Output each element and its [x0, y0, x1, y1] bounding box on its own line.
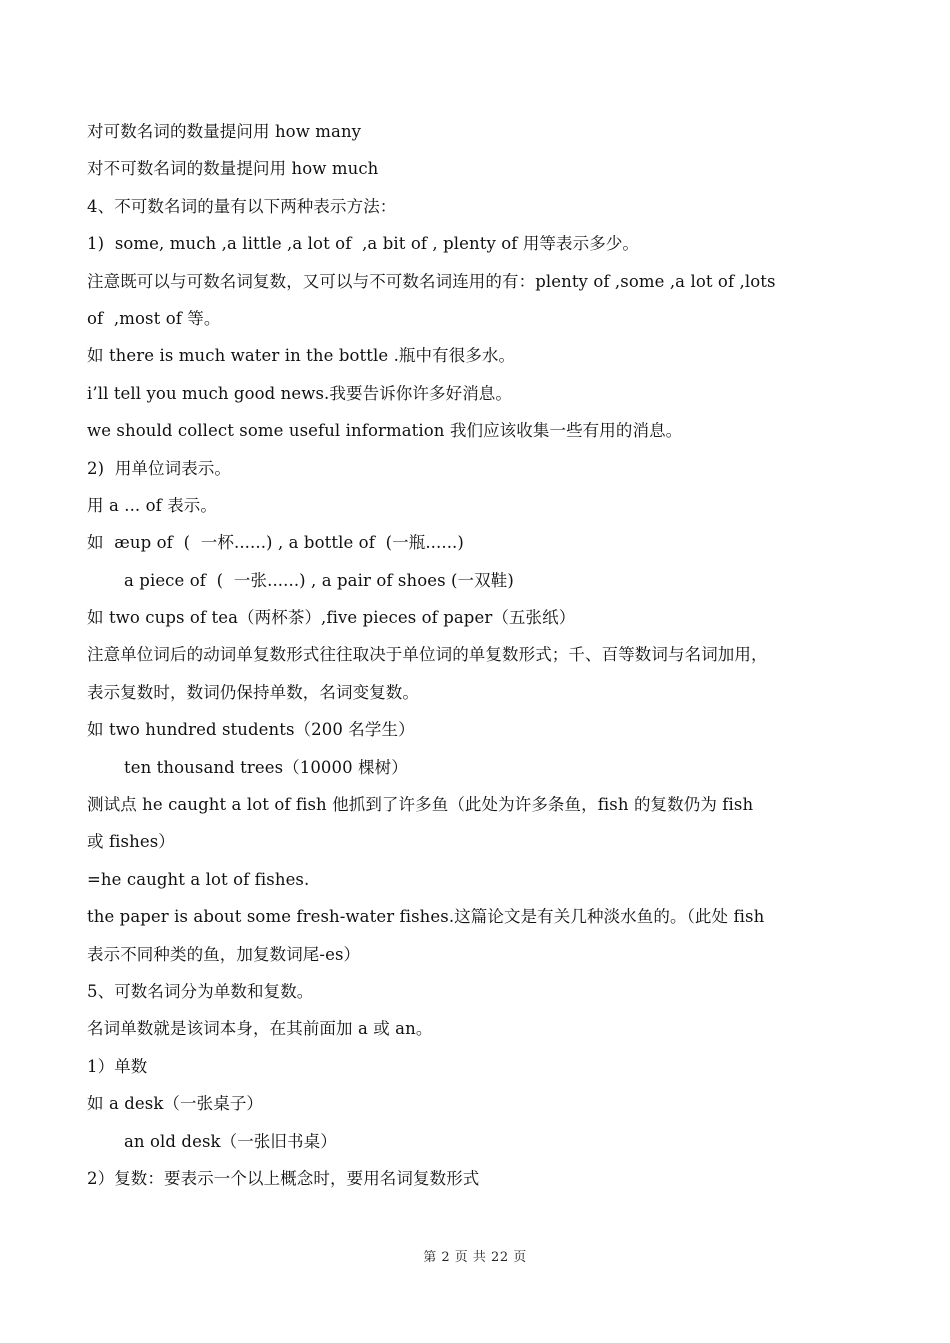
text-line: 对不可数名词的数量提问用 how much — [87, 159, 379, 179]
text-line: 或 fishes） — [87, 832, 175, 852]
example-line: 如 æup of ( 一杯......) , a bottle of (一瓶......) — [87, 533, 464, 553]
section-heading: 4、不可数名词的量有以下两种表示方法： — [87, 196, 397, 216]
text-line: 1）单数 — [87, 1056, 148, 1076]
text-line: 表示复数时，数词仍保持单数，名词变复数。 — [87, 682, 419, 702]
example-line: the paper is about some fresh-water fishes.这篇论文是有关几种淡水鱼的。（此处 fish — [87, 907, 765, 927]
example-line: 如 two hundred students（200 名学生） — [87, 720, 415, 740]
document-body — [87, 113, 877, 1197]
text-line: 名词单数就是该词本身，在其前面加 a 或 an。 — [87, 1019, 433, 1039]
text-line: of ,most of 等。 — [87, 308, 221, 328]
example-line: we should collect some useful information 我们应该收集一些有用的消息。 — [87, 421, 683, 441]
text-line: 注意既可以与可数名词复数，又可以与不可数名词连用的有：plenty of ,some ,a lot of ,lots — [87, 271, 776, 291]
example-line: 如 a desk（一张桌子） — [87, 1094, 264, 1114]
example-line-indented: an old desk（一张旧书桌） — [124, 1131, 337, 1151]
example-line-indented: ten thousand trees（10000 棵树） — [124, 757, 408, 777]
example-line: =he caught a lot of fishes. — [87, 869, 310, 889]
text-line: 2）复数：要表示一个以上概念时，要用名词复数形式 — [87, 1168, 480, 1188]
section-heading: 5、可数名词分为单数和复数。 — [87, 981, 314, 1001]
example-line-indented: a piece of ( 一张......) , a pair of shoes (一双鞋) — [124, 570, 514, 590]
text-line: 测试点 he caught a lot of fish 他抓到了许多鱼（此处为许多条鱼，fish 的复数仍为 fish — [87, 795, 754, 815]
text-line: 用 a ... of 表示。 — [87, 495, 217, 515]
example-line: i’ll tell you much good news.我要告诉你许多好消息。 — [87, 383, 512, 403]
page-number-footer: 第 2 页 共 22 页 — [423, 1250, 527, 1265]
text-line: 2) 用单位词表示。 — [87, 458, 232, 478]
text-line: 1) some, much ,a little ,a lot of ,a bit of , plenty of 用等表示多少。 — [87, 234, 640, 254]
text-line: 表示不同种类的鱼，加复数词尾-es） — [87, 944, 361, 964]
text-line: 对可数名词的数量提问用 how many — [87, 122, 362, 141]
example-line: 如 there is much water in the bottle .瓶中有很多水。 — [87, 346, 516, 366]
text-line: 注意单位词后的动词单复数形式往往取决于单位词的单复数形式；千、百等数词与名词加用， — [87, 645, 768, 665]
example-line: 如 two cups of tea（两杯茶）,five pieces of paper（五张纸） — [87, 608, 576, 628]
